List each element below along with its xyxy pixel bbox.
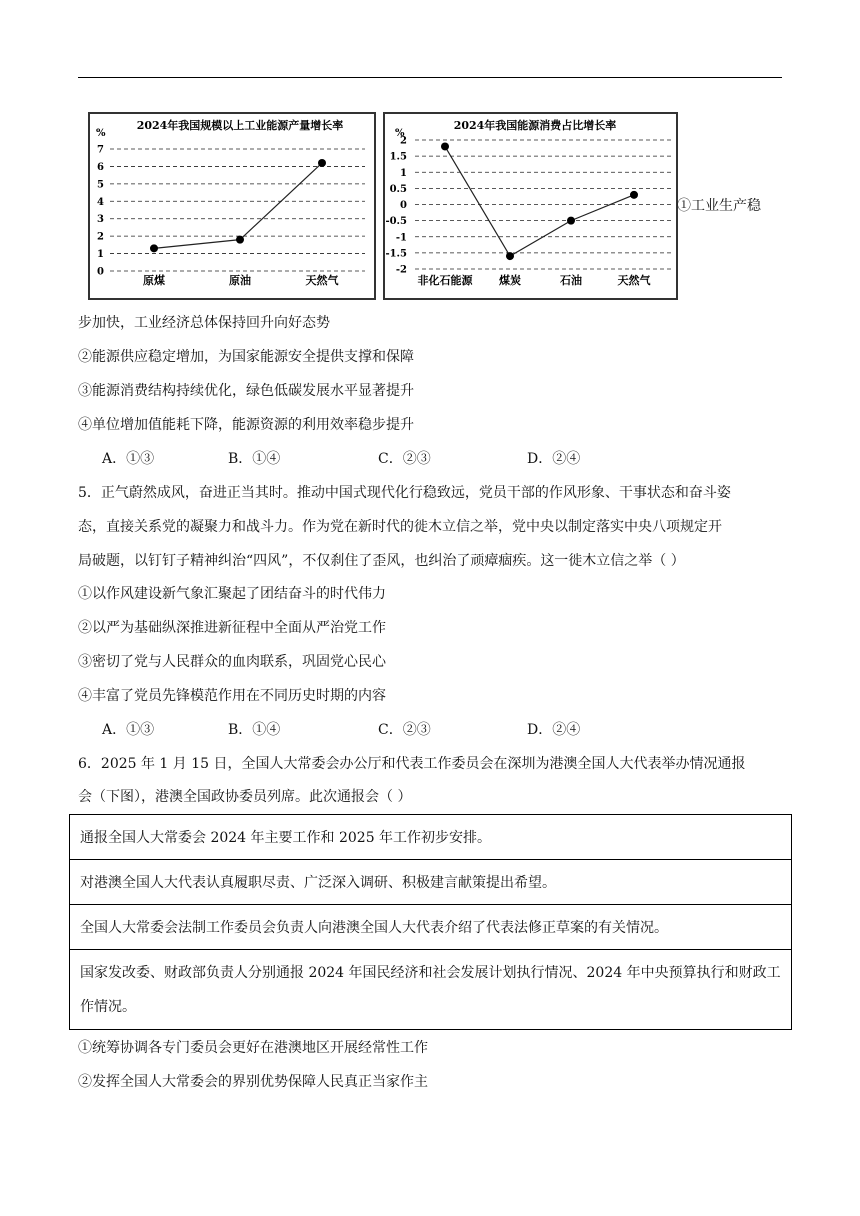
q4-statement-1-start: ①工业生产稳 [677, 198, 761, 214]
data-point [567, 217, 575, 225]
q4-statement-2: ②能源供应稳定增加，为国家能源安全提供支撑和保障 [78, 349, 414, 365]
q5-stem-line-1: 5．正气蔚然成风，奋进正当其时。推动中国式现代化行稳致远，党员干部的作风形象、干事状态和奋斗姿 [78, 485, 731, 501]
q5-option-c[interactable]: C．②③ [378, 722, 431, 738]
table-cell: 国家发改委、财政部负责人分别通报 2024 年国民经济和社会发展计划执行情况、2024 年中央预算执行和财政工作情况。 [80, 965, 781, 1015]
y-tick-label: 6 [97, 161, 104, 173]
q4-statement-1-end: 步加快，工业经济总体保持回升向好态势 [78, 315, 330, 331]
table-cell: 对港澳全国人大代表认真履职尽责、广泛深入调研、积极建言献策提出希望。 [80, 875, 556, 891]
data-point [318, 159, 326, 167]
y-tick-label: 0 [400, 200, 407, 211]
q4-option-a[interactable]: A．①③ [102, 451, 155, 467]
x-tick-label: 原油 [229, 274, 251, 287]
q6-statement-1: ①统筹协调各专门委员会更好在港澳地区开展经常性工作 [78, 1040, 428, 1056]
y-tick-label: 2 [400, 135, 407, 147]
q6-statement-2: ②发挥全国人大常委会的界别优势保障人民真正当家作主 [78, 1074, 428, 1090]
x-tick-label: 石油 [560, 274, 582, 287]
data-point [236, 236, 244, 244]
q5-option-b[interactable]: B．①④ [228, 722, 281, 738]
q6-stem-line-2: 会（下图），港澳全国政协委员列席。此次通报会（ ） [78, 789, 412, 805]
x-tick-label: 天然气 [617, 274, 651, 287]
y-tick-label: 0 [97, 266, 104, 278]
chart-left-svg [90, 114, 374, 298]
chart-title: 2024年我国能源消费占比增长率 [453, 119, 617, 132]
y-tick-label: 1 [97, 249, 104, 261]
header-rule [78, 77, 782, 78]
q5-statement-3: ③密切了党与人民群众的血肉联系，巩固党心民心 [78, 654, 386, 670]
chart-right-svg [385, 114, 676, 298]
q4-statement-3: ③能源消费结构持续优化，绿色低碳发展水平显著提升 [78, 383, 414, 399]
q5-statement-4: ④丰富了党员先锋模范作用在不同历史时期的内容 [78, 688, 386, 704]
q5-stem-line-2: 态，直接关系党的凝聚力和战斗力。作为党在新时代的徙木立信之举，党中央以制定落实中央八项规定开 [78, 519, 722, 535]
data-point [630, 191, 638, 199]
y-tick-label: 0.5 [389, 183, 407, 195]
y-tick-label: 3 [97, 214, 104, 226]
chart-right [383, 112, 678, 300]
x-tick-label: 煤炭 [499, 274, 521, 287]
y-tick-label: 7 [97, 144, 104, 156]
y-tick-label: -1 [395, 232, 407, 244]
x-tick-label: 天然气 [305, 274, 339, 287]
table-row [70, 860, 791, 905]
q5-statement-2: ②以严为基础纵深推进新征程中全面从严治党工作 [78, 620, 386, 636]
q4-option-b[interactable]: B．①④ [228, 451, 281, 467]
y-tick-label: 4 [97, 196, 104, 208]
q5-stem-line-3: 局破题，以钉钉子精神纠治“四风”，不仅刹住了歪风，也纠治了顽瘴痼疾。这一徙木立信之举（ ） [78, 553, 685, 569]
y-axis-unit: % [395, 128, 405, 139]
y-tick-label: 1.5 [389, 151, 407, 163]
q6-stem-line-1: 6．2025 年 1 月 15 日，全国人大常委会办公厅和代表工作委员会在深圳为港澳全国人大代表举办情况通报 [78, 756, 746, 772]
series-line [445, 146, 634, 256]
y-tick-label: -0.5 [385, 216, 407, 228]
data-point [150, 244, 158, 252]
y-tick-label: 2 [97, 231, 104, 243]
y-tick-label: 5 [97, 179, 104, 191]
data-point [506, 252, 514, 260]
chart-title: 2024年我国规模以上工业能源产量增长率 [136, 119, 344, 132]
q6-info-table [69, 814, 792, 1030]
q4-statement-4: ④单位增加值能耗下降，能源资源的利用效率稳步提升 [78, 417, 414, 433]
table-row [70, 815, 791, 860]
y-tick-label: 1 [400, 167, 407, 179]
x-tick-label: 非化石能源 [417, 274, 473, 287]
x-tick-label: 原煤 [143, 274, 165, 287]
series-line [154, 163, 322, 248]
q4-option-d[interactable]: D．②④ [527, 451, 581, 467]
q5-option-a[interactable]: A．①③ [102, 722, 155, 738]
q4-option-c[interactable]: C．②③ [378, 451, 431, 467]
y-tick-label: -1.5 [385, 248, 407, 260]
table-row [70, 905, 791, 950]
table-cell: 全国人大常委会法制工作委员会负责人向港澳全国人大代表介绍了代表法修正草案的有关情况。 [80, 920, 668, 936]
y-tick-label: -2 [395, 264, 407, 276]
y-axis-unit: % [96, 128, 106, 139]
data-point [441, 142, 449, 150]
q5-option-d[interactable]: D．②④ [527, 722, 581, 738]
table-cell: 通报全国人大常委会 2024 年主要工作和 2025 年工作初步安排。 [80, 830, 492, 846]
q5-statement-1: ①以作风建设新气象汇聚起了团结奋斗的时代伟力 [78, 586, 386, 602]
table-row [70, 950, 791, 1029]
chart-left [88, 112, 376, 300]
